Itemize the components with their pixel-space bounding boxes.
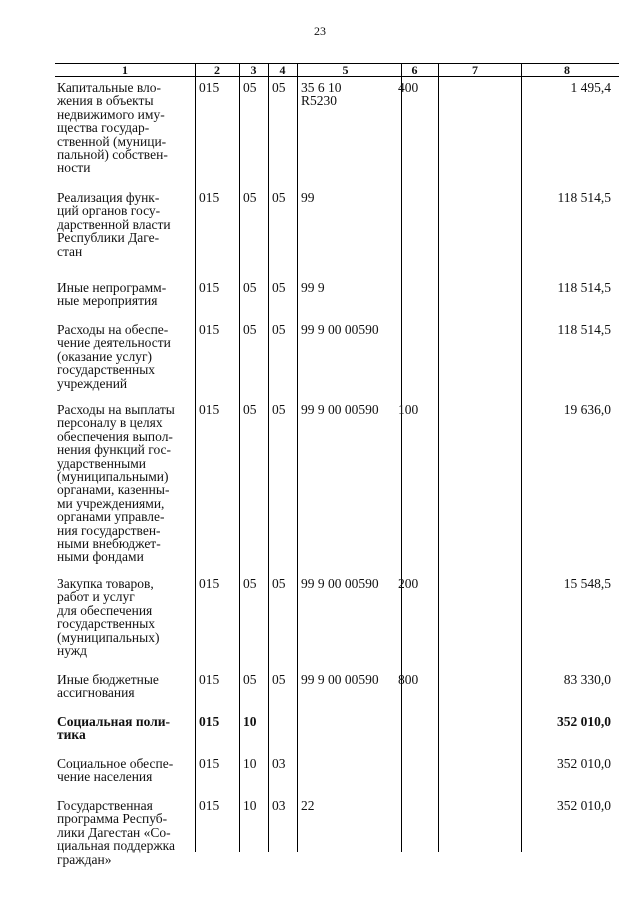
section-cell: 10 [243,798,257,813]
amount-cell: 19 636,0 [563,402,611,417]
expense-type-cell [394,323,435,399]
subsection-cell: 05 [272,280,286,295]
column-7-cell [435,81,515,187]
column-header: 8 [564,63,570,77]
column-7-cell [435,281,515,319]
section-cell: 05 [243,80,257,95]
ministry-code-cell: 015 [199,322,220,337]
row-name-cell: Иные непрограмм- ные мероприятия [57,280,167,309]
column-7-cell [435,799,515,889]
table-row [55,187,619,277]
expense-type-cell [394,757,435,795]
column-7-cell [435,323,515,399]
column-7-cell [435,191,515,277]
table-body [55,77,619,889]
subsection-cell: 05 [272,672,286,687]
table-row [55,795,619,889]
column-header: 1 [122,63,128,77]
ministry-code-cell: 015 [199,672,220,687]
target-item-cell [297,757,394,795]
column-7-cell [435,577,515,669]
ministry-code-cell: 015 [199,714,220,729]
subsection-cell: 05 [272,322,286,337]
amount-cell: 118 514,5 [557,322,611,337]
target-item-cell: 99 9 00 00590 [301,576,379,591]
target-item-cell: 22 [301,798,315,813]
subsection-cell: 05 [272,190,286,205]
section-cell: 10 [243,714,257,729]
target-item-cell: 99 9 [301,280,325,295]
ministry-code-cell: 015 [199,190,220,205]
section-cell: 05 [243,402,257,417]
row-name-cell: Государственная программа Респуб- лики Дагестан «Со- циальная поддержка граждан» [57,798,175,867]
column-header: 2 [214,63,220,77]
target-item-cell: 99 9 00 00590 [301,672,379,687]
subsection-cell [268,715,297,753]
amount-cell: 352 010,0 [557,798,611,813]
table-row [55,573,619,669]
page-number: 23 [314,24,326,38]
section-cell: 05 [243,576,257,591]
amount-cell: 1 495,4 [570,80,611,95]
section-cell: 05 [243,672,257,687]
row-name-cell: Расходы на обеспе- чение деятельности (оказание услуг) государственных учреждений [57,322,171,391]
row-name-cell: Иные бюджетные ассигнования [57,672,159,701]
subsection-cell: 05 [272,80,286,95]
column-7-cell [435,715,515,753]
subsection-cell: 03 [272,756,286,771]
ministry-code-cell: 015 [199,756,220,771]
column-header: 7 [472,63,478,77]
amount-cell: 352 010,0 [557,714,611,729]
target-item-cell: 99 9 00 00590 [301,322,379,337]
expense-type-cell [394,799,435,889]
column-header: 5 [342,63,349,77]
table-row [55,753,619,795]
target-item-cell [297,715,394,753]
target-item-cell: 99 [301,190,315,205]
table-row [55,711,619,753]
row-name-cell: Закупка товаров, работ и услуг для обеспечения государственных (муниципальных) нужд [57,576,160,659]
subsection-cell: 05 [272,402,286,417]
target-item-cell: 99 9 00 00590 [301,402,379,417]
expense-type-cell: 200 [398,576,419,591]
amount-cell: 15 548,5 [563,576,611,591]
row-name-cell: Расходы на выплаты персоналу в целях обеспечения выпол- нения функций гос- ударственными (муниципальными) органами, казенны- ми учреждениями, органами управле- ния государствен- ными внебюджет- ными фондами [57,402,175,565]
expense-type-cell: 100 [398,402,419,417]
column-header: 6 [411,63,418,77]
table-row [55,77,619,187]
table-row [55,319,619,399]
ministry-code-cell: 015 [199,576,220,591]
row-name-cell: Реализация функ- ций органов госу- дарственной власти Республики Даге- стан [57,190,171,259]
table-header [55,63,619,77]
amount-cell: 352 010,0 [557,756,611,771]
row-name-cell: Социальное обеспе- чение населения [57,756,174,785]
column-7-cell [435,757,515,795]
table-row [55,277,619,319]
subsection-cell: 03 [272,798,286,813]
expense-type-cell [394,191,435,277]
table-row [55,399,619,573]
column-7-cell [435,403,515,573]
expense-type-cell [394,715,435,753]
ministry-code-cell: 015 [199,798,220,813]
amount-cell: 118 514,5 [557,280,611,295]
section-cell: 05 [243,190,257,205]
ministry-code-cell: 015 [199,402,220,417]
amount-cell: 118 514,5 [557,190,611,205]
column-header: 4 [279,63,286,77]
section-cell: 10 [243,756,257,771]
expense-type-cell [394,281,435,319]
ministry-code-cell: 015 [199,280,220,295]
target-item-cell: 35 6 10 R5230 [301,80,342,109]
section-cell: 05 [243,280,257,295]
subsection-cell: 05 [272,576,286,591]
row-name-cell: Социальная поли- тика [57,714,171,743]
table-row [55,669,619,711]
amount-cell: 83 330,0 [563,672,611,687]
budget-table [55,63,619,889]
ministry-code-cell: 015 [199,80,220,95]
column-7-cell [435,673,515,711]
row-name-cell: Капитальные вло- жения в объекты недвижимого иму- щества государ- ственной (муници- пальной) собствен- ности [57,80,168,176]
section-cell: 05 [243,322,257,337]
expense-type-cell: 400 [398,80,419,95]
column-header: 3 [250,63,257,77]
expense-type-cell: 800 [398,672,419,687]
